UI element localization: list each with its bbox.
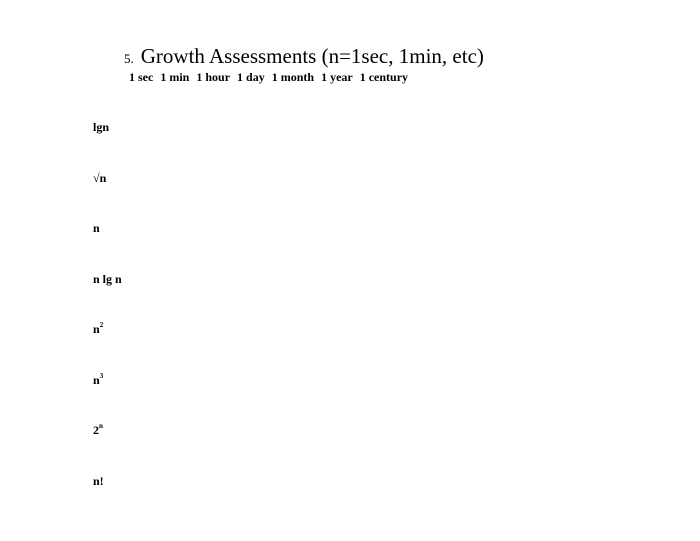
function-row-sqrt-n bbox=[93, 171, 122, 222]
function-base: n! bbox=[93, 473, 104, 488]
function-row-n bbox=[93, 221, 122, 272]
question-number: 5. bbox=[124, 51, 134, 66]
time-column-headers bbox=[129, 70, 408, 85]
function-exponent: n bbox=[99, 422, 103, 430]
column-header-1-min: 1 min bbox=[160, 70, 190, 84]
column-header-1-hour: 1 hour bbox=[196, 70, 231, 84]
function-row-n-lg-n bbox=[93, 272, 122, 323]
function-row-lgn bbox=[93, 120, 122, 171]
column-header-1-sec: 1 sec bbox=[129, 70, 154, 84]
function-row-n-cubed bbox=[93, 373, 122, 424]
growth-function-list bbox=[93, 120, 122, 524]
function-base: √n bbox=[93, 170, 107, 185]
function-row-n-factorial bbox=[93, 474, 122, 525]
title-text: Growth Assessments (n=1sec, 1min, etc) bbox=[140, 44, 484, 68]
function-base: n bbox=[93, 221, 100, 235]
column-header-1-year: 1 year bbox=[321, 70, 353, 84]
function-row-2-to-n bbox=[93, 423, 122, 474]
function-base: n bbox=[93, 372, 100, 387]
column-header-1-month: 1 month bbox=[271, 70, 315, 84]
function-row-n-squared bbox=[93, 322, 122, 373]
function-base: lgn bbox=[93, 120, 110, 134]
column-header-1-century: 1 century bbox=[359, 70, 409, 84]
function-exponent: 2 bbox=[99, 321, 104, 329]
function-base: n lg n bbox=[93, 271, 122, 286]
column-header-1-day: 1 day bbox=[237, 70, 265, 84]
function-base: 2 bbox=[93, 423, 99, 437]
function-exponent: 3 bbox=[99, 371, 104, 380]
page-title bbox=[124, 44, 484, 69]
function-base: n bbox=[93, 322, 100, 336]
